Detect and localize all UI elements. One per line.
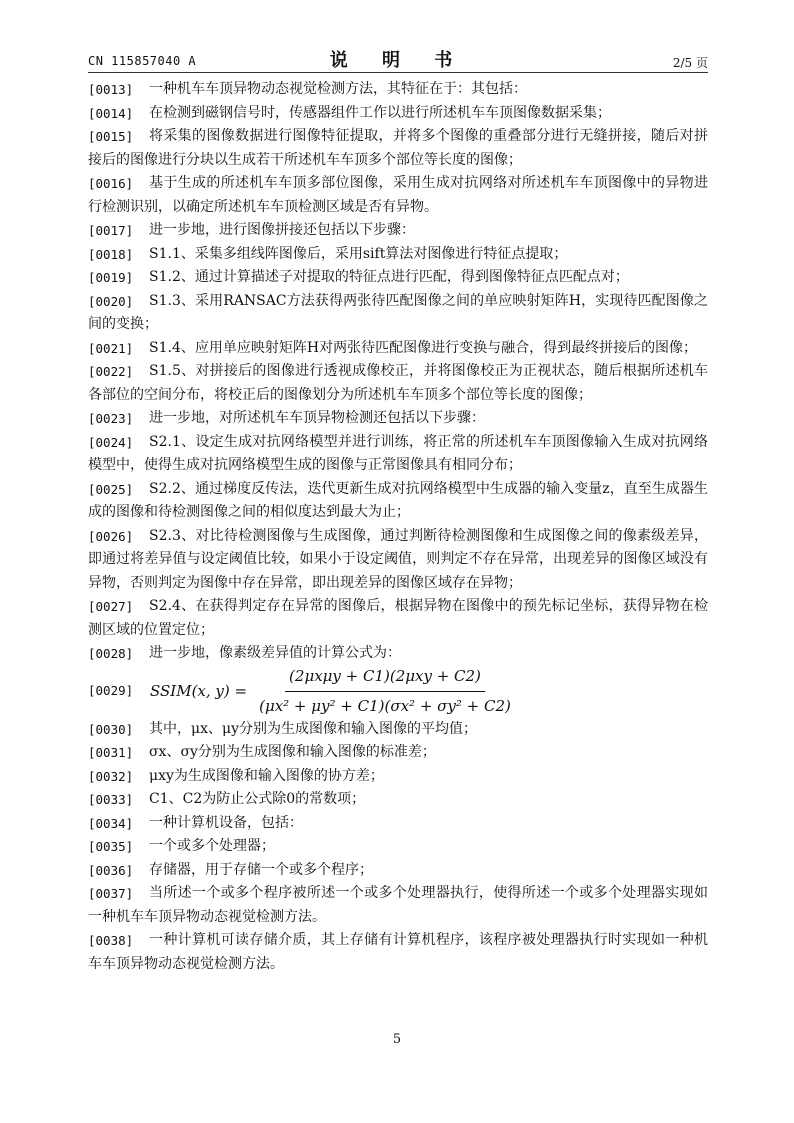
paragraph-text: S1.3、采用RANSAC方法获得两张待匹配图像之间的单应映射矩阵H，实现待匹配图像之间的变换； [88, 292, 708, 332]
paragraph-text: S2.1、设定生成对抗网络模型并进行训练，将正常的所述机车车顶图像输入生成对抗网络模型中，使得生成对抗网络模型生成的图像与正常图像具有相同分布； [88, 433, 708, 473]
paragraph-text: μxy为生成图像和输入图像的协方差； [149, 767, 384, 784]
paragraph-text: 存储器，用于存储一个或多个程序； [149, 861, 373, 878]
paragraph-number: [0028] [88, 646, 134, 661]
paragraph-text: 进一步地，像素级差异值的计算公式为： [149, 645, 401, 661]
paragraph [88, 172, 708, 219]
paragraph-number: [0014] [88, 105, 134, 121]
document-body [88, 78, 708, 976]
paragraph-text: S1.4、应用单应映射矩阵H对两张待匹配图像进行变换与融合，得到最终拼接后的图像； [149, 339, 698, 356]
paragraph-text: 在检测到磁钢信号时，传感器组件工作以进行所述机车车顶图像数据采集； [149, 104, 611, 121]
paragraph-text: 其中，μx、μy分别为生成图像和输入图像的平均值； [149, 720, 478, 737]
paragraph [88, 642, 708, 666]
formula-paragraph [88, 666, 708, 718]
paragraph-text: C1、C2为防止公式除0的常数项； [149, 791, 366, 807]
paragraph [88, 290, 708, 337]
paragraph-text: 一个或多个处理器； [149, 838, 275, 854]
paragraph-text: S2.3、对比待检测图像与生成图像，通过判断待检测图像和生成图像之间的像素级差异，即通过将差异值与设定阈值比较，如果小于设定阈值，则判定不存在异常，出现差异的图像区域没有异物，否则判定为图像中存在异常，即出现差异的图像区域存在异物； [88, 527, 708, 591]
page-header [88, 44, 708, 71]
paragraph [88, 243, 708, 267]
paragraph [88, 595, 708, 642]
formula-numerator: (2μxμy + C1)(2μxy + C2) [285, 665, 485, 693]
publication-number: CN 115857040 A [88, 54, 197, 68]
page-indicator: 2/5 页 [672, 56, 708, 70]
paragraph-text: 将采集的图像数据进行图像特征提取，并将多个图像的重叠部分进行无缝拼接，随后对拼接后的图像进行分块以生成若干所述机车车顶多个部位等长度的图像； [88, 128, 708, 168]
paragraph-text: 一种计算机设备，包括： [149, 814, 303, 831]
paragraph-number: [0019] [88, 270, 134, 285]
paragraph-text: 进一步地，进行图像拼接还包括以下步骤： [149, 222, 415, 238]
header-rule [88, 72, 708, 73]
paragraph [88, 337, 708, 361]
paragraph [88, 266, 708, 290]
paragraph-text: 基于生成的所述机车车顶多部位图像，采用生成对抗网络对所述机车车顶图像中的异物进行检测识别，以确定所述机车车顶检测区域是否有异物。 [88, 175, 708, 215]
paragraph [88, 78, 708, 102]
paragraph-text: S2.2、通过梯度反传法，迭代更新生成对抗网络模型中生成器的输入变量z，直至生成器生成的图像和待检测图像之间的相似度达到最大为止； [88, 480, 708, 520]
paragraph [88, 765, 708, 789]
paragraph-number: [0023] [88, 411, 134, 426]
paragraph-number: [0022] [88, 364, 134, 379]
paragraph [88, 882, 708, 929]
paragraph-number: [0030] [88, 721, 134, 737]
paragraph-list-1 [88, 78, 708, 666]
paragraph-number: [0016] [88, 176, 134, 191]
paragraph [88, 407, 708, 431]
document-title: 说 明 书 [329, 50, 467, 71]
paragraph-number: [0037] [88, 886, 134, 901]
paragraph-number: [0035] [88, 839, 134, 854]
paragraph [88, 360, 708, 407]
paragraph-number: [0015] [88, 129, 134, 144]
paragraph-number: [0033] [88, 792, 134, 807]
paragraph-number: [0025] [88, 481, 134, 497]
formula-fraction [255, 665, 515, 719]
paragraph [88, 125, 708, 172]
page-number: 5 [392, 1032, 402, 1047]
paragraph [88, 718, 708, 742]
paragraph [88, 102, 708, 126]
paragraph-number: [0020] [88, 293, 134, 309]
formula-lhs: SSIM(x, y) = [150, 681, 248, 700]
paragraph-number: [0031] [88, 745, 134, 760]
paragraph [88, 478, 708, 525]
paragraph-text: 当所述一个或多个程序被所述一个或多个处理器执行，使得所述一个或多个处理器实现如一种机车车顶异物动态视觉检测方法。 [88, 885, 708, 925]
paragraph-text: 一种机车车顶异物动态视觉检测方法，其特征在于：其包括： [149, 81, 527, 97]
paragraph-number: [0029] [88, 682, 134, 698]
paragraph-number: [0026] [88, 528, 134, 544]
paragraph-text: S1.2、通过计算描述子对提取的特征点进行匹配，得到图像特征点匹配点对； [149, 269, 629, 285]
paragraph [88, 788, 708, 812]
paragraph [88, 812, 708, 836]
paragraph-text: 一种计算机可读存储介质，其上存储有计算机程序，该程序被处理器执行时实现如一种机车车顶异物动态视觉检测方法。 [88, 932, 708, 972]
ssim-formula [150, 666, 515, 718]
paragraph [88, 835, 708, 859]
paragraph-text: σx、σy分别为生成图像和输入图像的标准差； [149, 744, 436, 760]
paragraph-number: [0027] [88, 599, 134, 614]
paragraph-number: [0032] [88, 768, 134, 784]
paragraph [88, 525, 708, 596]
paragraph [88, 859, 708, 883]
paragraph-text: S2.4、在获得判定存在异常的图像后，根据异物在图像中的预先标记坐标，获得异物在检测区域的位置定位； [88, 598, 708, 638]
paragraph-number: [0017] [88, 223, 134, 238]
paragraph-text: S1.5、对拼接后的图像进行透视成像校正，并将图像校正为正视状态，随后根据所述机车各部位的空间分布，将校正后的图像划分为所述机车车顶多个部位等长度的图像； [88, 363, 708, 403]
paragraph-number: [0024] [88, 434, 134, 450]
paragraph-number: [0038] [88, 933, 134, 948]
paragraph [88, 431, 708, 478]
paragraph [88, 219, 708, 243]
paragraph-number: [0013] [88, 82, 134, 97]
paragraph-number: [0034] [88, 815, 134, 831]
paragraph-number: [0018] [88, 246, 134, 262]
paragraph-list-2 [88, 718, 708, 977]
paragraph-text: S1.1、采集多组线阵图像后，采用sift算法对图像进行特征点提取； [149, 245, 568, 262]
paragraph-text: 进一步地，对所述机车车顶异物检测还包括以下步骤： [149, 410, 485, 426]
formula-denominator: (μx² + μy² + C1)(σx² + σy² + C2) [259, 697, 511, 715]
paragraph [88, 929, 708, 976]
paragraph-number: [0021] [88, 340, 134, 356]
paragraph-number: [0036] [88, 862, 134, 878]
paragraph [88, 741, 708, 765]
